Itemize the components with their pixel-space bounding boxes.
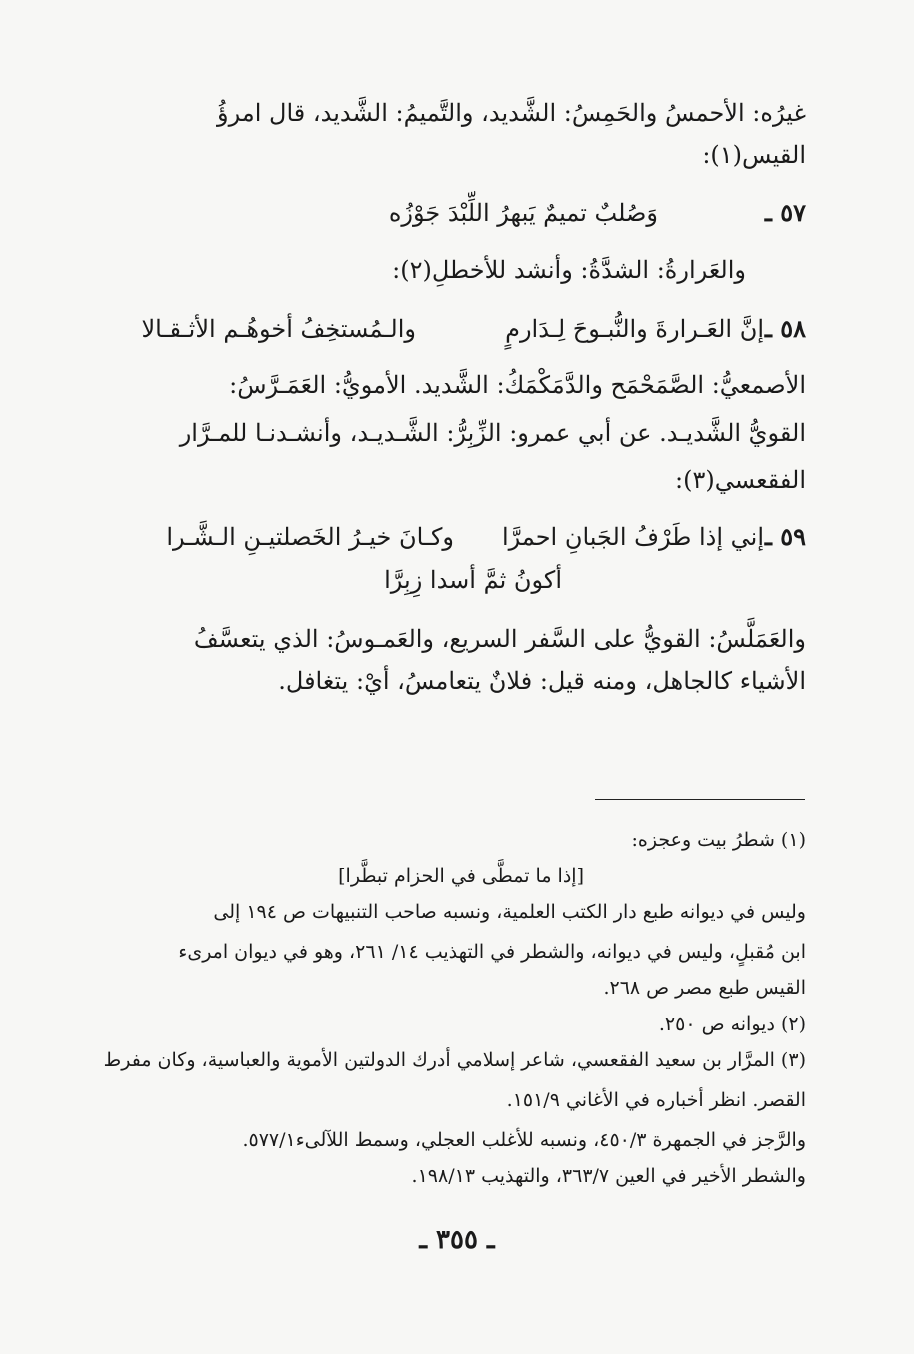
- verse-59-second-hemistich: وكـانَ خيـرُ الخَصلتيـنِ الـشَّـرا: [166, 523, 454, 551]
- footnote-1-hemistich: [إذا ما تمطَّى في الحزام تبطَّرا]: [338, 865, 584, 887]
- page-number: ـ ٣٥٥ ـ: [419, 1225, 495, 1255]
- verse-59-number: ٥٩ ـ: [764, 522, 806, 551]
- body-line-7: والعَمَلَّسُ: القويُّ على السَّفر السريع، والعَمـوسُ: الذي يتعسَّفُ: [193, 625, 806, 653]
- footnote-3-line-3: والرَّجز في الجمهرة ٤٥٠/٣، ونسبه للأغلب العجلي، وسمط اللآلىء٥٧٧/١.: [242, 1129, 806, 1151]
- body-line-1: غيرُه: الأحمسُ والحَمِسُ: الشَّديد، والتَّميمُ: الشَّديد، قال امرؤُ: [217, 99, 806, 127]
- footnote-separator: [595, 799, 805, 800]
- body-line-3: والعَرارةُ: الشدَّةُ: وأنشد للأخطلِ(٢):: [392, 256, 746, 284]
- verse-58-first-hemistich: إنَّ العَـرارةَ والنُّبـوحَ لِـدَارمٍ: [505, 315, 764, 343]
- verse-57-text: وَصُلبٌ تميمٌ يَبهرُ اللِّبْدَ جَوْزُه: [388, 199, 658, 227]
- footnote-3-line-2: القصر. انظر أخباره في الأغاني ١٥١/٩.: [506, 1089, 806, 1111]
- footnote-1-line-3: وليس في ديوانه طبع دار الكتب العلمية، ونسبه صاحب التنبيهات ص ١٩٤ إلى: [213, 901, 806, 923]
- verse-57-number: ٥٧ ـ: [764, 198, 806, 227]
- verse-59-line-2: أكونُ ثمَّ أسدا زِبِرَّا: [384, 566, 562, 594]
- footnote-1-line-5: القيس طبع مصر ص ٢٦٨.: [603, 977, 806, 999]
- body-line-2: القيس(١):: [702, 141, 806, 169]
- verse-58-number: ٥٨ ـ: [764, 314, 806, 343]
- footnote-3-line-1: (٣) المرَّار بن سعيد الفقعسي، شاعر إسلامي أدرك الدولتين الأموية والعباسية، وكان مفرط: [103, 1049, 806, 1071]
- footnote-1-intro: (١) شطرُ بيت وعجزه:: [631, 829, 806, 851]
- verse-58-second-hemistich: والـمُستخِفُ أخوهُـم الأثـقـالا: [141, 315, 416, 343]
- footnote-2: (٢) ديوانه ص ٢٥٠.: [658, 1013, 806, 1035]
- body-line-6: الفقعسي(٣):: [675, 466, 806, 494]
- body-line-8: الأشياء كالجاهل، ومنه قيل: فلانٌ يتعامسُ، أيْ: يتغافل.: [278, 667, 806, 695]
- body-line-4: الأصمعيُّ: الصَّمَحْمَح والدَّمَكْمَكُ: الشَّديد. الأمويُّ: العَمَـرَّسُ:: [229, 371, 806, 399]
- verse-59-first-hemistich: إني إذا طَرْفُ الجَبانِ احمرَّا: [501, 523, 764, 551]
- footnote-3-line-4: والشطر الأخير في العين ٣٦٣/٧، والتهذيب ١٩٨/١٣.: [411, 1165, 806, 1187]
- footnote-1-line-4: ابن مُقبلٍ، وليس في ديوانه، والشطر في التهذيب ١٤/ ٢٦١، وهو في ديوان امرىء: [178, 941, 806, 963]
- body-line-5: القويُّ الشَّديـد. عن أبي عمرو: الزِّبِرُّ: الشَّـديـد، وأنشـدنـا للمـرَّار: [179, 419, 806, 447]
